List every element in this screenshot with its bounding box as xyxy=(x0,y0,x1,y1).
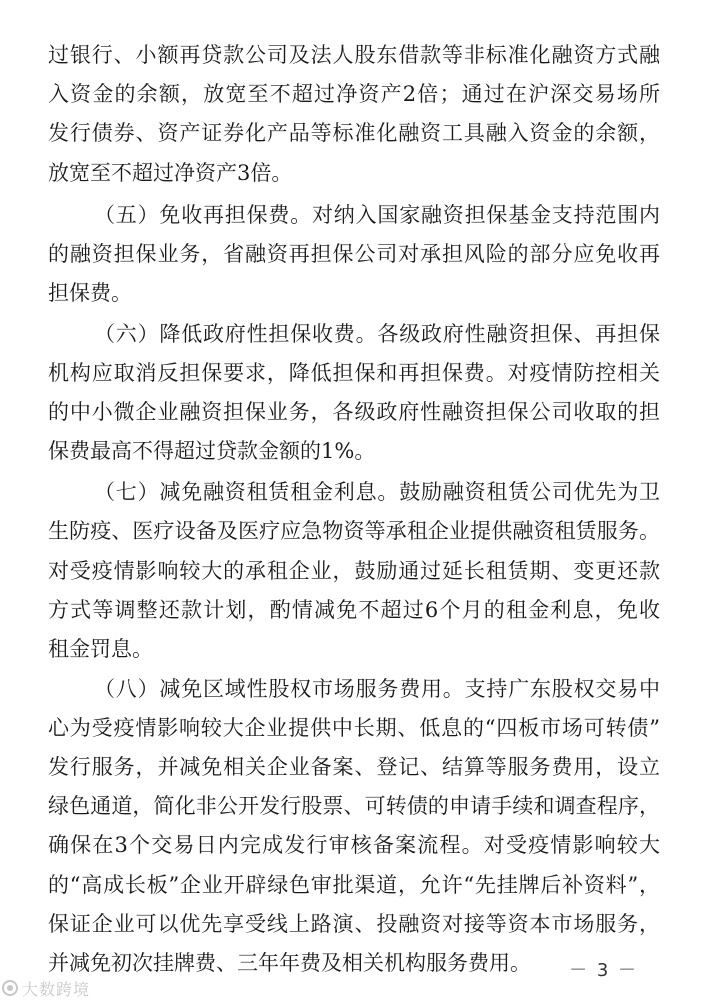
text-line: 对受疫情影响较大的承租企业，鼓励通过延长租赁期、变更还款 xyxy=(48,559,660,583)
text-line: 租金罚息。 xyxy=(48,637,153,661)
text-line: 保费最高不得超过贷款金额的1%。 xyxy=(48,439,376,463)
text-line: 绿色通道，简化非公开发行股票、可转债的申请手续和调查程序， xyxy=(48,794,660,818)
text-line: （六）降低政府性担保收费。各级政府性融资担保、再担保 xyxy=(94,322,660,346)
text-line: 担保费。 xyxy=(48,281,132,305)
text-line: 保证企业可以优先享受线上路演、投融资对接等资本市场服务， xyxy=(48,912,660,936)
text-line: 发行债券、资产证券化产品等标准化融资工具融入资金的余额， xyxy=(48,121,660,145)
text-line: 生防疫、医疗设备及医疗应急物资等承租企业提供融资租赁服务。 xyxy=(48,519,660,543)
text-line: 确保在3个交易日内完成发行审核备案流程。对受疫情影响较大 xyxy=(48,833,660,857)
watermark-logo-icon xyxy=(2,980,18,996)
watermark xyxy=(2,978,90,998)
text-line: 过银行、小额再贷款公司及法人股东借款等非标准化融资方式融 xyxy=(48,43,660,67)
text-line: 的“高成长板”企业开辟绿色审批渠道，允许“先挂牌后补资料”， xyxy=(48,873,660,897)
watermark-text: 大数跨境 xyxy=(22,979,91,999)
text-line: （八）减免区域性股权市场服务费用。支持广东股权交易中 xyxy=(94,677,660,701)
text-line: 入资金的余额，放宽至不超过净资产2倍；通过在沪深交易场所 xyxy=(48,82,660,106)
text-line: 机构应取消反担保要求，降低担保和再担保费。对疫情防控相关 xyxy=(48,361,660,385)
text-line: 心为受疫情影响较大企业提供中长期、低息的“四板市场可转债” xyxy=(48,716,660,740)
text-line: 的融资担保业务，省融资再担保公司对承担风险的部分应免收再 xyxy=(48,242,660,266)
text-line: （五）免收再担保费。对纳入国家融资担保基金支持范围内 xyxy=(94,203,660,227)
text-line: 放宽至不超过净资产3倍。 xyxy=(48,161,293,185)
text-line: 方式等调整还款计划，酌情减免不超过6个月的租金利息，免收 xyxy=(48,598,660,622)
text-line: 发行服务，并减免相关企业备案、登记、结算等服务费用，设立 xyxy=(48,755,660,779)
text-line: 并减免初次挂牌费、三年年费及相关机构服务费用。 xyxy=(48,951,531,975)
text-line: （七）减免融资租赁租金利息。鼓励融资租赁公司优先为卫 xyxy=(94,480,660,504)
page-number: － 3 － xyxy=(569,960,638,981)
text-line: 的中小微企业融资担保业务，各级政府性融资担保公司收取的担 xyxy=(48,400,660,424)
